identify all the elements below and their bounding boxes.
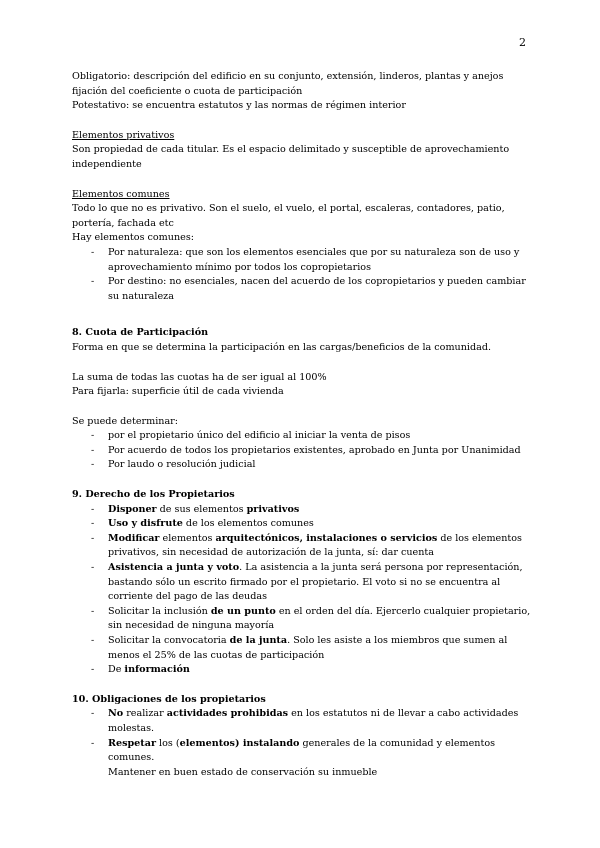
- list-item: - Por destino: no esenciales, nacen del acuerdo de los copropietarios y pueden cambiar su naturaleza: [72, 275, 532, 304]
- bold-term: de la junta: [229, 635, 288, 646]
- list-item: [72, 663, 532, 678]
- list-item: [72, 605, 532, 634]
- bold-term: Uso y disfrute: [108, 518, 183, 530]
- bold-term: Asistencia a junta y voto: [108, 562, 240, 574]
- bold-term: Disponer: [108, 503, 157, 515]
- section-8-determine-intro: Se puede determinar:: [72, 415, 178, 427]
- list-item: [72, 707, 532, 736]
- list-item: - Por laudo o resolución judicial: [72, 458, 532, 473]
- list-item: [72, 561, 532, 605]
- text: Solicitar la convocatoria: [108, 635, 230, 646]
- text: de sus elementos: [156, 503, 247, 515]
- bold-term: elementos) instalando: [179, 737, 300, 749]
- text: generales de la comunidad y elementos comunes.: [108, 737, 496, 764]
- bold-term: arquitectónicos, instalaciones o servicios: [215, 532, 438, 544]
- text: en los estatutos ni de llevar a cabo actividades molestas.: [108, 708, 519, 734]
- text: Mantener en buen estado de conservación su inmueble: [108, 766, 378, 778]
- comunes-heading: Elementos comunes: [72, 188, 170, 200]
- bold-term: información: [124, 664, 190, 676]
- rights-list: [72, 503, 532, 678]
- section-8-definition: Forma en que se determina la participación en las cargas/beneficios de la comunidad.: [72, 341, 492, 353]
- text: De: [108, 664, 125, 676]
- text: . La asistencia a la junta será persona por representación, bastando sólo un escrito firmado por el propietario. El voto si no se encuentra al corriente del pago de las deudas: [108, 562, 523, 603]
- text: realizar: [123, 708, 167, 720]
- text: elementos: [159, 532, 216, 544]
- list-item: [72, 532, 532, 561]
- bold-term: No: [108, 708, 124, 720]
- text: los (: [156, 737, 180, 749]
- list-item: [72, 503, 532, 518]
- text: en el orden del día. Ejercerlo cualquier propietario, sin necesidad de ninguna mayoría: [108, 605, 531, 632]
- comunes-intro: Hay elementos comunes:: [72, 232, 194, 244]
- bold-term: actividades prohibidas: [166, 708, 289, 720]
- intro-line: Obligatorio: descripción del edificio en su conjunto, extensión, linderos, plantas y anejos: [72, 71, 504, 82]
- section-10-title: 10. Obligaciones de los propietarios: [72, 693, 266, 705]
- privativos-heading: Elementos privativos: [72, 129, 175, 141]
- comunes-text: Todo lo que no es privativo. Son el suelo, el vuelo, el portal, escaleras, contadores, patio, portería, fachada etc: [72, 203, 505, 229]
- bold-term: de un punto: [210, 605, 276, 617]
- comunes-list: [72, 246, 532, 304]
- determine-list: [72, 429, 532, 473]
- text: Solicitar la inclusión: [108, 605, 211, 617]
- document-body: [72, 70, 532, 780]
- section-9-title: 9. Derecho de los Propietarios: [72, 489, 235, 501]
- text: de los elementos privativos, sin necesidad de autorización de la junta, sí: dar cuenta: [108, 532, 522, 559]
- page-number: 2: [519, 36, 526, 49]
- section-8-sum: La suma de todas las cuotas ha de ser igual al 100%: [72, 371, 327, 383]
- obligations-list: [72, 707, 532, 780]
- list-item: - Por naturaleza: que son los elementos esenciales que por su naturaleza son de uso y aprovechamiento mínimo por todos los copropietarios: [72, 246, 532, 275]
- intro-line: fijación del coeficiente o cuota de participación: [72, 85, 303, 97]
- text: de los elementos comunes: [182, 518, 314, 530]
- list-item: [72, 737, 532, 781]
- section-8-title: 8. Cuota de Participación: [72, 327, 209, 339]
- list-item: - por el propietario único del edificio al iniciar la venta de pisos: [72, 429, 532, 444]
- section-8-fix: Para fijarla: superficie útil de cada vivienda: [72, 386, 284, 398]
- list-item: [72, 517, 532, 532]
- privativos-text: Son propiedad de cada titular. Es el espacio delimitado y susceptible de aprovechamiento independiente: [72, 144, 510, 170]
- intro-line: Potestativo: se encuentra estatutos y las normas de régimen interior: [72, 100, 406, 112]
- bold-term: privativos: [246, 503, 300, 515]
- text: . Solo les asiste a los miembros que sumen al menos el 25% de las cuotas de participación: [108, 635, 508, 661]
- bold-term: Modificar: [108, 532, 160, 544]
- list-item: [72, 634, 532, 663]
- bold-term: Respetar: [108, 737, 156, 749]
- list-item: - Por acuerdo de todos los propietarios existentes, aprobado en Junta por Unanimidad: [72, 444, 532, 459]
